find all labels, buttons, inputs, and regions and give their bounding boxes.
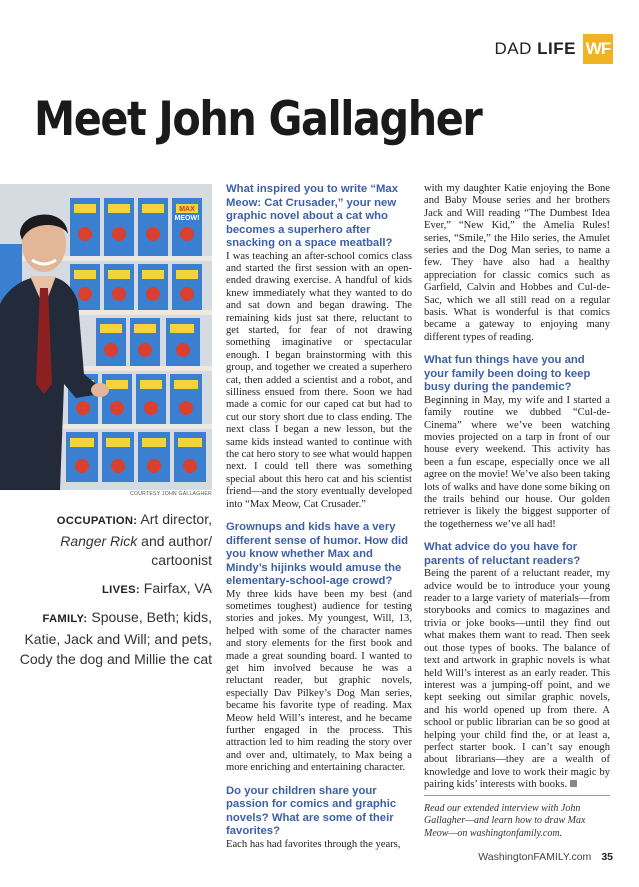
page-number: 35 [601,851,613,863]
section-label [495,39,576,59]
interview-question: What advice do you have for parents of reluctant readers? [424,541,581,567]
photo-credit: COURTESY JOHN GALLAGHER [130,491,212,497]
article-column-1 [226,183,412,859]
fact-value: and author/ cartoonist [137,532,212,569]
footer-site-bold: FAMILY [533,851,569,863]
photo-illustration [0,184,212,490]
section-label-light: DAD [494,39,538,58]
article-column-2 [424,183,610,800]
interview-answer: My three kids have been my best (and sometimes toughest) audience for testing stories and jokes. My youngest, Will, 13, helped with some of the character names and story elements for the first book and made a great sounding board. I wanted to get him involved because he was a reluctant reader, but graphic novels, especially Dav Pilkey’s Dog Man series, became his favorite type of reading. Max Meow held Will’s interest, and he became further engaged in the process. This attraction led to him reading the story over and over and, ultimately, to Max being a more enriching and entertaining character. [226,588,412,774]
interview-answer: Each has had favorites through the years, [226,838,401,850]
fact-value: Art director, [137,511,212,527]
fact-box [14,510,212,677]
fact-occupation [14,510,212,571]
fact-family [14,608,212,669]
fact-value-italic: Ranger Rick [60,532,138,549]
fact-value: Spouse, Beth; kids, Katie, Jack and Will; and pets, Cody the dog and Millie the cat [19,609,212,667]
section-header [495,34,613,64]
interview-answer-continued: with my daughter Katie enjoying the Bone and Baby Mouse series and her brothers Jack and Will reading “The Dumbest Idea Ever,” “New Kid,” the Amelia Rules! series, “Smile,” the Hilo series, the Amulet series and the Dog Man series, to name a few. They have also had a healthy appreciation for classic comics such as Garfield, Calvin and Hobbes and Cul-de-Sac, which we all still read on a regular basis. What is wonderful is that comics became a gateway to enjoying many different types of reading. [424,183,610,343]
interview-question: What inspired you to write “Max Meow: Cat Crusader,” your new graphic novel about a cat who becomes a superhero after snacking on a space meatball? [226,183,398,249]
footer-site-prefix: Washington [478,851,534,863]
interview-question: Grownups and kids have a very different sense of humor. How did you know whether Max and Mindy’s hijinks would amuse the elementary-school-age crowd? [226,521,409,588]
interview-answer: I was teaching an after-school comics class and started the first session with an open-ended drawing exercise. A handful of kids knew immediately what they wanted to do and sat down and began drawing. The remaining kids just sat there, reluctant to get started, for fear of not drawing something imaginative or spectacular enough. I began brainstorming with this group, and together we created a superhero cat, then added a scientist and a robot, and silliness ensued from there. Soon we had made a comic for our caped cat but had to cut our story short due to class ending. The next class I began a new lesson, but the same kids instead wanted to continue with the cat hero story to see what would happen next. I could tell there was something special about this hero cat and his scientist friend—and the story eventually developed into “Max Meow, Cat Crusader.” [226,250,412,510]
wf-logo: WF [583,34,613,64]
answer-text: Being the parent of a reluctant reader, my advice would be to introduce your young reader to a large variety of materials—from storybooks and comics to magazines and trivia or joke books—until they find out what makes them want to read. Then seek out those types of books. The balance of text and artwork in graphic novels is what held Will’s interest as an early reader. This interest was a jumping-off point, and we kept seeking out similar graphic novels, and his world opened up from there. A school or public librarian can be so good at helping your child find the, or at least a, perfect starter book. I can’t say enough about librarians—they are a wealth of knowledge and love to work their magic by pairing kids’ interests with books. [424,568,610,791]
cover-title-line2: MEOW! [174,215,200,222]
fact-value: Fairfax, VA [139,579,212,596]
cover-title-line1: MAX [179,206,195,213]
interview-answer [424,568,610,791]
footer-site [478,851,591,863]
interview-question: Do your children share your passion for comics and graphic novels? What are some of their favorites? [226,784,397,838]
interview-answer: Beginning in May, my wife and I started a family routine we dubbed “Cul-de-Cinema” where we’ve been watching movies projected on a tarp in front of our house every weekend. This activity has been a fun escape, especially once we all agree on the movie! We’ve also been taking lots of walks and have done some biking on the trails behind our house. Our golden retriever is likely the biggest supporter of the togetherness we’ve all had! [424,394,610,530]
footer-site-suffix: .com [568,851,592,863]
fact-label: OCCUPATION: [56,515,138,527]
author-photo [0,184,212,490]
section-label-bold: LIFE [537,39,576,58]
page-title: Meet John Gallagher [34,92,482,147]
interview-question: What fun things have you and your family been doing to keep busy during the pandemic? [424,354,591,394]
page-footer [478,851,613,863]
end-mark-icon [570,780,577,787]
fact-label: LIVES: [102,583,140,596]
promo-note: Read our extended interview with John Gallagher—and learn how to draw Max Meow—on washingtonfamily.com. [424,795,610,840]
fact-lives [14,579,212,601]
fact-label: FAMILY: [42,613,88,626]
